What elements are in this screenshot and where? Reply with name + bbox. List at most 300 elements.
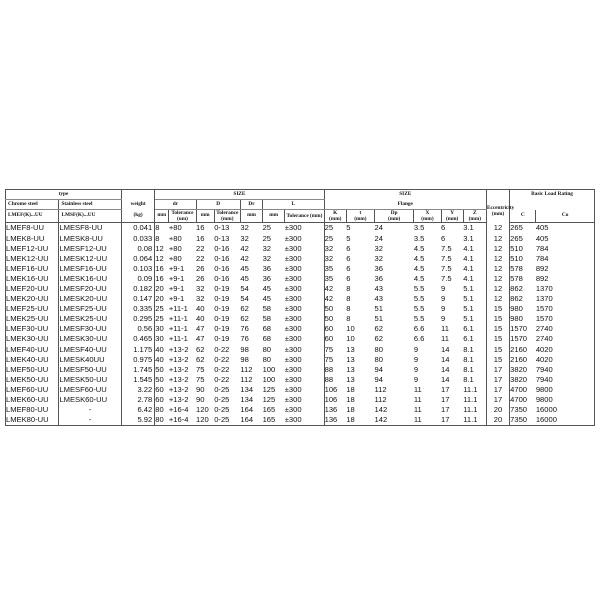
- d-header: D: [196, 200, 240, 210]
- dr-tolerance-cell: +11-1: [168, 314, 188, 324]
- c-cell: 2160: [510, 344, 528, 354]
- l-tolerance-cell: ±300: [285, 253, 324, 263]
- y-label: Y: [450, 210, 455, 216]
- chrome-steel-cell: LMEK40-UU: [6, 354, 59, 364]
- dr-upper-header: Dr: [240, 200, 262, 210]
- l-tolerance-cell: ±300: [285, 415, 324, 426]
- co-cell: 9800: [536, 395, 595, 405]
- z-cell: 11.1: [463, 415, 486, 426]
- weight-cell: 1.745: [121, 364, 154, 374]
- l-tolerance-cell: ±300: [285, 405, 324, 415]
- chrome-steel-cell: LMEK80-UU: [6, 415, 59, 426]
- z-cell: 6.1: [463, 334, 486, 344]
- dr-mm-cell: 12: [155, 253, 164, 263]
- t-cell: 6: [346, 273, 351, 283]
- dr-mm-cell: 16: [155, 263, 164, 273]
- z-cell: 11.1: [463, 385, 486, 395]
- eccentricity-cell: 12: [486, 294, 509, 304]
- dr-mm-cell: 80: [155, 405, 164, 415]
- dp-cell: 36: [374, 273, 383, 283]
- stainless-steel-cell: -: [59, 415, 122, 426]
- chrome-steel-cell: LMEK25-UU: [6, 314, 59, 324]
- table-row: [6, 415, 595, 426]
- x-cell: 5.5: [413, 314, 425, 324]
- z-cell: 8.1: [463, 364, 486, 374]
- d-mm-cell: 47: [196, 334, 205, 344]
- d-tolerance-cell: 0-13: [214, 233, 230, 243]
- dr-upper-mm-cell: 134: [240, 395, 254, 404]
- table-row: [6, 274, 595, 284]
- l-tolerance-cell: ±300: [285, 294, 324, 304]
- k-cell: 106: [324, 395, 338, 404]
- k-cell: 88: [324, 374, 334, 384]
- x-cell: 3.5: [413, 233, 425, 243]
- dp-cell: 32: [374, 243, 383, 253]
- k-cell: 32: [324, 253, 334, 263]
- co-cell: 16000: [536, 405, 595, 415]
- x-label: X: [425, 210, 430, 216]
- d-mm-cell: 90: [196, 395, 205, 404]
- d-tolerance-cell: 0-16: [214, 263, 230, 273]
- z-cell: 8.1: [463, 354, 486, 364]
- c-cell: 1570: [510, 324, 528, 334]
- c-cell: 510: [510, 253, 523, 263]
- l-tolerance-cell: ±300: [285, 334, 324, 344]
- dr-upper-mm-cell: 76: [240, 324, 249, 334]
- dp-label: Dp: [390, 210, 398, 216]
- co-cell: 1370: [536, 284, 595, 294]
- weight-cell: 5.92: [121, 415, 154, 426]
- dr-mm-cell: 25: [155, 314, 164, 324]
- t-cell: 6: [346, 263, 351, 273]
- co-cell: 2740: [536, 324, 595, 334]
- dr-mm-cell: 30: [155, 334, 164, 344]
- z-cell: 5.1: [463, 314, 486, 324]
- dp-cell: 43: [374, 294, 383, 304]
- l-tolerance-cell: ±300: [285, 284, 324, 294]
- k-cell: 50: [324, 314, 334, 324]
- eccentricity-cell: 12: [486, 223, 509, 234]
- dr-upper-mm-cell: 62: [240, 304, 249, 314]
- dp-cell: 112: [374, 395, 387, 404]
- dr-tolerance-cell: +9-1: [168, 263, 185, 273]
- l-tolerance-cell: ±300: [285, 314, 324, 324]
- x-cell: 9: [413, 344, 419, 354]
- d-mm-cell: 75: [196, 374, 205, 384]
- z-cell: 5.1: [463, 284, 486, 294]
- co-cell: 784: [536, 253, 595, 263]
- table-body: [6, 223, 595, 426]
- x-header: [414, 210, 441, 223]
- k-header: [324, 210, 346, 223]
- x-cell: 11: [414, 415, 441, 426]
- eccentricity-cell: 12: [486, 274, 509, 284]
- l-tolerance-cell: ±300: [285, 395, 324, 405]
- k-cell: 60: [324, 324, 334, 334]
- x-cell: 5.5: [413, 283, 425, 293]
- z-cell: 3.1: [463, 223, 486, 234]
- y-cell: 17: [441, 384, 450, 394]
- y-unit: (mm): [445, 216, 459, 223]
- chrome-steel-cell: LMEK60-UU: [6, 395, 59, 405]
- dr-upper-mm-cell: 45: [240, 263, 249, 273]
- l-mm-cell: 80: [262, 344, 272, 354]
- dr-mm-cell: 12: [155, 243, 164, 253]
- dr-upper-mm-cell: 54: [240, 294, 249, 304]
- l-mm-cell: 58: [262, 314, 272, 324]
- dp-cell: 24: [374, 223, 383, 233]
- basic-load-header: Basic Load Rating: [510, 190, 595, 200]
- c-cell: 4700: [510, 384, 528, 394]
- co-cell: 4020: [536, 354, 595, 364]
- stainless-steel-cell: LMESK60-UU: [59, 395, 122, 405]
- z-cell: 4.1: [463, 264, 486, 274]
- z-cell: 8.1: [463, 375, 486, 385]
- eccentricity-cell: 20: [486, 405, 509, 415]
- l-mm-cell: 80: [262, 354, 272, 364]
- dr-tolerance-cell: +11-1: [168, 334, 188, 344]
- d-mm-cell: 40: [196, 314, 205, 324]
- t-cell: 18: [346, 395, 355, 404]
- y-cell: 14: [441, 354, 450, 364]
- dr-upper-mm-cell: 76: [240, 334, 249, 344]
- c-cell: 265: [510, 223, 523, 233]
- dr-tolerance-cell: +13-2: [168, 384, 189, 394]
- d-tolerance-cell: 0-19: [214, 314, 230, 324]
- x-cell: 4.5: [413, 243, 425, 253]
- z-unit: (mm): [468, 216, 481, 223]
- d-tolerance-header: Tolerance (mm): [214, 210, 240, 223]
- chrome-steel-cell: LMEK20-UU: [6, 294, 59, 304]
- l-mm-cell: 45: [262, 283, 272, 293]
- chrome-steel-cell: LMEF60-UU: [6, 385, 59, 395]
- stainless-steel-cell: LMESK8-UU: [59, 233, 122, 243]
- chrome-steel-cell: LMEF25-UU: [6, 304, 59, 314]
- weight-cell: 0.09: [121, 274, 154, 284]
- stainless-steel-header: Stainless steel: [59, 200, 122, 210]
- dr-mm-cell: 8: [155, 223, 160, 233]
- dp-cell: 62: [374, 324, 383, 334]
- co-cell: 7940: [536, 364, 595, 374]
- d-mm-cell: 26: [196, 263, 205, 273]
- t-cell: 8: [346, 294, 351, 304]
- k-cell: 35: [324, 273, 334, 283]
- d-mm-cell: 90: [196, 384, 205, 394]
- d-tolerance-cell: 0-13: [214, 223, 230, 233]
- y-cell: 17: [441, 395, 450, 404]
- x-cell: 11: [413, 405, 422, 415]
- chrome-steel-cell: LMEF50-UU: [6, 364, 59, 374]
- l-mm-header: mm: [263, 210, 285, 223]
- dp-cell: 142: [374, 405, 388, 415]
- co-cell: 7940: [536, 375, 595, 385]
- t-cell: 13: [346, 354, 355, 364]
- k-cell: 75: [324, 354, 334, 364]
- dr-upper-mm-cell: 32: [240, 233, 249, 243]
- k-cell: 136: [324, 405, 338, 415]
- z-cell: 4.1: [463, 253, 486, 263]
- z-cell: 8.1: [463, 344, 486, 354]
- table-row: [6, 304, 595, 314]
- d-tolerance-cell: 0-16: [214, 243, 230, 253]
- table-header: [6, 190, 595, 223]
- c-cell: 980: [510, 304, 523, 314]
- table-row: [6, 264, 595, 274]
- dr-mm-cell: 60: [155, 384, 164, 394]
- l-tolerance-cell: ±300: [285, 385, 324, 395]
- d-tolerance-cell: 0-22: [214, 354, 230, 364]
- size-flange-header: SIZE: [324, 190, 486, 200]
- co-cell: 1370: [536, 294, 595, 304]
- dr-upper-mm-cell: 112: [240, 364, 253, 374]
- dr-upper-mm-cell: 98: [240, 354, 249, 364]
- z-cell: 11.1: [463, 405, 486, 415]
- t-cell: 13: [346, 344, 355, 354]
- l-tolerance-cell: ±300: [285, 344, 324, 354]
- weight-cell: 1.545: [121, 375, 154, 385]
- t-cell: 13: [346, 374, 355, 384]
- z-header: [463, 210, 486, 223]
- dr-tolerance-cell: +80: [168, 253, 182, 263]
- dr-upper-mm-cell: 42: [240, 243, 249, 253]
- eccentricity-header: Eccentricity (mm): [486, 200, 509, 223]
- weight-cell: 0.033: [121, 233, 154, 243]
- k-cell: 42: [324, 294, 334, 304]
- weight-cell: 0.295: [121, 314, 154, 324]
- weight-cell: 3.22: [121, 385, 154, 395]
- d-tolerance-cell: 0-16: [214, 253, 230, 263]
- table-row: [6, 233, 595, 243]
- dr-upper-mm-header: mm: [240, 210, 262, 223]
- dr-tolerance-cell: +13-2: [168, 354, 189, 364]
- stainless-steel-cell: LMESK40UU: [59, 354, 122, 364]
- k-unit: (mm): [329, 216, 342, 223]
- y-header: [441, 210, 463, 223]
- d-mm-cell: 32: [196, 283, 205, 293]
- dr-upper-mm-cell: 54: [240, 283, 249, 293]
- eccentricity-cell: 15: [486, 304, 509, 314]
- weight-cell: 0.56: [121, 324, 154, 334]
- table-row: [6, 324, 595, 334]
- y-cell: 7.5: [441, 263, 452, 273]
- eccentricity-cell: 15: [486, 344, 509, 354]
- dr-tolerance-cell: +9-1: [168, 283, 185, 293]
- dp-unit: (mm): [387, 216, 401, 223]
- dr-tolerance-cell: +11-1: [168, 324, 188, 334]
- l-tolerance-cell: ±300: [285, 354, 324, 364]
- l-mm-cell: 32: [262, 243, 272, 253]
- stainless-steel-cell: LMESK16-UU: [59, 274, 122, 284]
- dr-tolerance-cell: +80: [168, 243, 182, 253]
- d-mm-cell: 120: [196, 415, 214, 426]
- l-mm-cell: 100: [262, 364, 276, 374]
- k-cell: 35: [324, 263, 334, 273]
- x-cell: 9: [413, 364, 419, 374]
- z-cell: 6.1: [463, 324, 486, 334]
- t-cell: 5: [346, 233, 351, 243]
- k-cell: 25: [324, 223, 334, 233]
- dr-upper-mm-cell: 164: [240, 415, 262, 426]
- dr-mm-cell: 25: [155, 304, 164, 314]
- dr-upper-mm-cell: 42: [240, 253, 249, 263]
- dp-cell: 43: [374, 283, 383, 293]
- t-cell: 10: [346, 324, 355, 334]
- table-row: [6, 375, 595, 385]
- d-tolerance-cell: 0-22: [214, 344, 230, 354]
- d-tolerance-cell: 0-19: [214, 304, 230, 314]
- weight-header-top: [121, 190, 154, 200]
- t-cell: 18: [346, 384, 355, 394]
- x-cell: 9: [413, 354, 419, 364]
- d-tolerance-cell: 0-19: [214, 324, 230, 334]
- k-cell: 50: [324, 304, 334, 314]
- dr-mm-cell: 20: [155, 283, 164, 293]
- dp-cell: 32: [374, 253, 383, 263]
- dp-cell: 62: [374, 334, 383, 344]
- l-tolerance-cell: ±300: [285, 274, 324, 284]
- dp-cell: 36: [374, 263, 383, 273]
- d-tolerance-cell: 0-25: [214, 395, 230, 404]
- stainless-steel-cell: LMESF20-UU: [59, 284, 122, 294]
- eccentricity-cell: 17: [486, 375, 509, 385]
- weight-cell: 0.08: [121, 243, 154, 253]
- d-mm-cell: 62: [196, 354, 205, 364]
- co-cell: 892: [536, 274, 595, 284]
- x-cell: 4.5: [413, 273, 425, 283]
- stainless-steel-cell: LMESF60-UU: [59, 385, 122, 395]
- c-cell: 3820: [510, 374, 528, 384]
- z-cell: 11.1: [463, 395, 486, 405]
- k-cell: 32: [324, 243, 334, 253]
- z-cell: 4.1: [463, 274, 486, 284]
- x-cell: 3.5: [413, 223, 425, 233]
- table-row: [6, 314, 595, 324]
- chrome-steel-cell: LMEK30-UU: [6, 334, 59, 344]
- weight-cell: 0.041: [121, 223, 154, 234]
- d-tolerance-cell: 0-19: [214, 283, 230, 293]
- stainless-steel-cell: LMESK30-UU: [59, 334, 122, 344]
- weight-header: weight: [121, 200, 154, 210]
- eccentricity-cell: 12: [486, 284, 509, 294]
- l-tolerance-cell: ±300: [285, 243, 324, 253]
- weight-cell: 2.78: [121, 395, 154, 405]
- table-row: [6, 354, 595, 364]
- dp-cell: 80: [374, 344, 383, 354]
- stainless-steel-cell: LMESF12-UU: [59, 243, 122, 253]
- eccentricity-cell: 15: [486, 314, 509, 324]
- eccentricity-cell: 12: [486, 264, 509, 274]
- d-mm-header: mm: [196, 210, 214, 223]
- d-mm-cell: 22: [196, 243, 205, 253]
- eccentricity-cell: 15: [486, 334, 509, 344]
- t-cell: 8: [346, 283, 351, 293]
- dr-tolerance-header: Tolerance (um): [169, 210, 196, 223]
- y-cell: 9: [441, 304, 446, 314]
- type-header: type: [6, 190, 122, 200]
- dr-tolerance-cell: +16-4: [168, 405, 189, 415]
- dr-mm-cell: 20: [155, 294, 164, 304]
- chrome-steel-cell: LMEK8-UU: [6, 233, 59, 243]
- l-mm-cell: 125: [262, 384, 276, 394]
- co-cell: 405: [536, 233, 595, 243]
- l-mm-cell: 58: [262, 304, 272, 314]
- table-row: [6, 364, 595, 374]
- flange-header: Flange: [324, 200, 486, 210]
- x-cell: 4.5: [413, 263, 425, 273]
- chrome-steel-header: Chrome steel: [6, 200, 59, 210]
- weight-cell: 0.465: [121, 334, 154, 344]
- table-row: [6, 223, 595, 234]
- l-mm-cell: 25: [262, 233, 272, 243]
- t-cell: 10: [346, 334, 355, 344]
- d-mm-cell: 22: [196, 253, 205, 263]
- co-cell: 2740: [536, 334, 595, 344]
- l-tolerance-cell: ±300: [285, 264, 324, 274]
- dr-mm-cell: 80: [155, 415, 169, 426]
- c-cell: 862: [510, 283, 523, 293]
- eccentricity-header-top: [486, 190, 509, 200]
- stainless-steel-cell: LMESF25-UU: [59, 304, 122, 314]
- k-cell: 136: [324, 415, 346, 426]
- y-cell: 14: [441, 344, 450, 354]
- eccentricity-cell: 17: [486, 364, 509, 374]
- co-cell: 784: [536, 243, 595, 253]
- chrome-steel-cell: LMEF12-UU: [6, 243, 59, 253]
- specification-sheet: [5, 189, 595, 426]
- dr-tolerance-cell: +13-2: [168, 364, 189, 374]
- dr-tolerance-cell: +13-2: [168, 395, 189, 404]
- d-mm-cell: 16: [196, 223, 205, 233]
- dr-mm-cell: 50: [155, 374, 164, 384]
- weight-cell: 6.42: [121, 405, 154, 415]
- t-cell: 8: [346, 304, 351, 314]
- chrome-steel-cell: LMEF80-UU: [6, 405, 59, 415]
- eccentricity-cell: 15: [486, 324, 509, 334]
- dp-cell: 94: [374, 364, 383, 374]
- y-cell: 11: [441, 324, 449, 334]
- c-header: C: [510, 210, 536, 223]
- weight-cell: 0.103: [121, 264, 154, 274]
- chrome-steel-cell: LMEK12-UU: [6, 253, 59, 263]
- dr-header: dr: [155, 200, 196, 210]
- co-header: Co: [536, 210, 595, 223]
- y-cell: 11: [441, 334, 449, 344]
- dr-tolerance-cell: +80: [168, 233, 182, 243]
- chrome-steel-cell: LMEF40-UU: [6, 344, 59, 354]
- d-tolerance-cell: 0-25: [214, 415, 240, 426]
- dr-tolerance-cell: +11-1: [168, 304, 188, 314]
- dr-upper-mm-cell: 134: [240, 384, 254, 394]
- co-cell: 1570: [536, 314, 595, 324]
- l-tolerance-header: Tolerance (mm): [285, 210, 324, 223]
- dp-cell: 51: [374, 304, 383, 314]
- t-cell: 6: [346, 253, 351, 263]
- dr-mm-cell: 50: [155, 364, 164, 374]
- stainless-steel-cell: LMESK20-UU: [59, 294, 122, 304]
- table-row: [6, 385, 595, 395]
- table-row: [6, 243, 595, 253]
- d-mm-cell: 26: [196, 273, 205, 283]
- d-mm-cell: 75: [196, 364, 205, 374]
- dr-upper-mm-cell: 32: [240, 223, 249, 233]
- z-cell: 5.1: [463, 294, 486, 304]
- stainless-steel-cell: -: [59, 405, 122, 415]
- x-cell: 11: [413, 384, 422, 394]
- c-cell: 862: [510, 294, 523, 304]
- l-tolerance-cell: ±300: [285, 304, 324, 314]
- table-row: [6, 334, 595, 344]
- dp-cell: 142: [375, 415, 414, 426]
